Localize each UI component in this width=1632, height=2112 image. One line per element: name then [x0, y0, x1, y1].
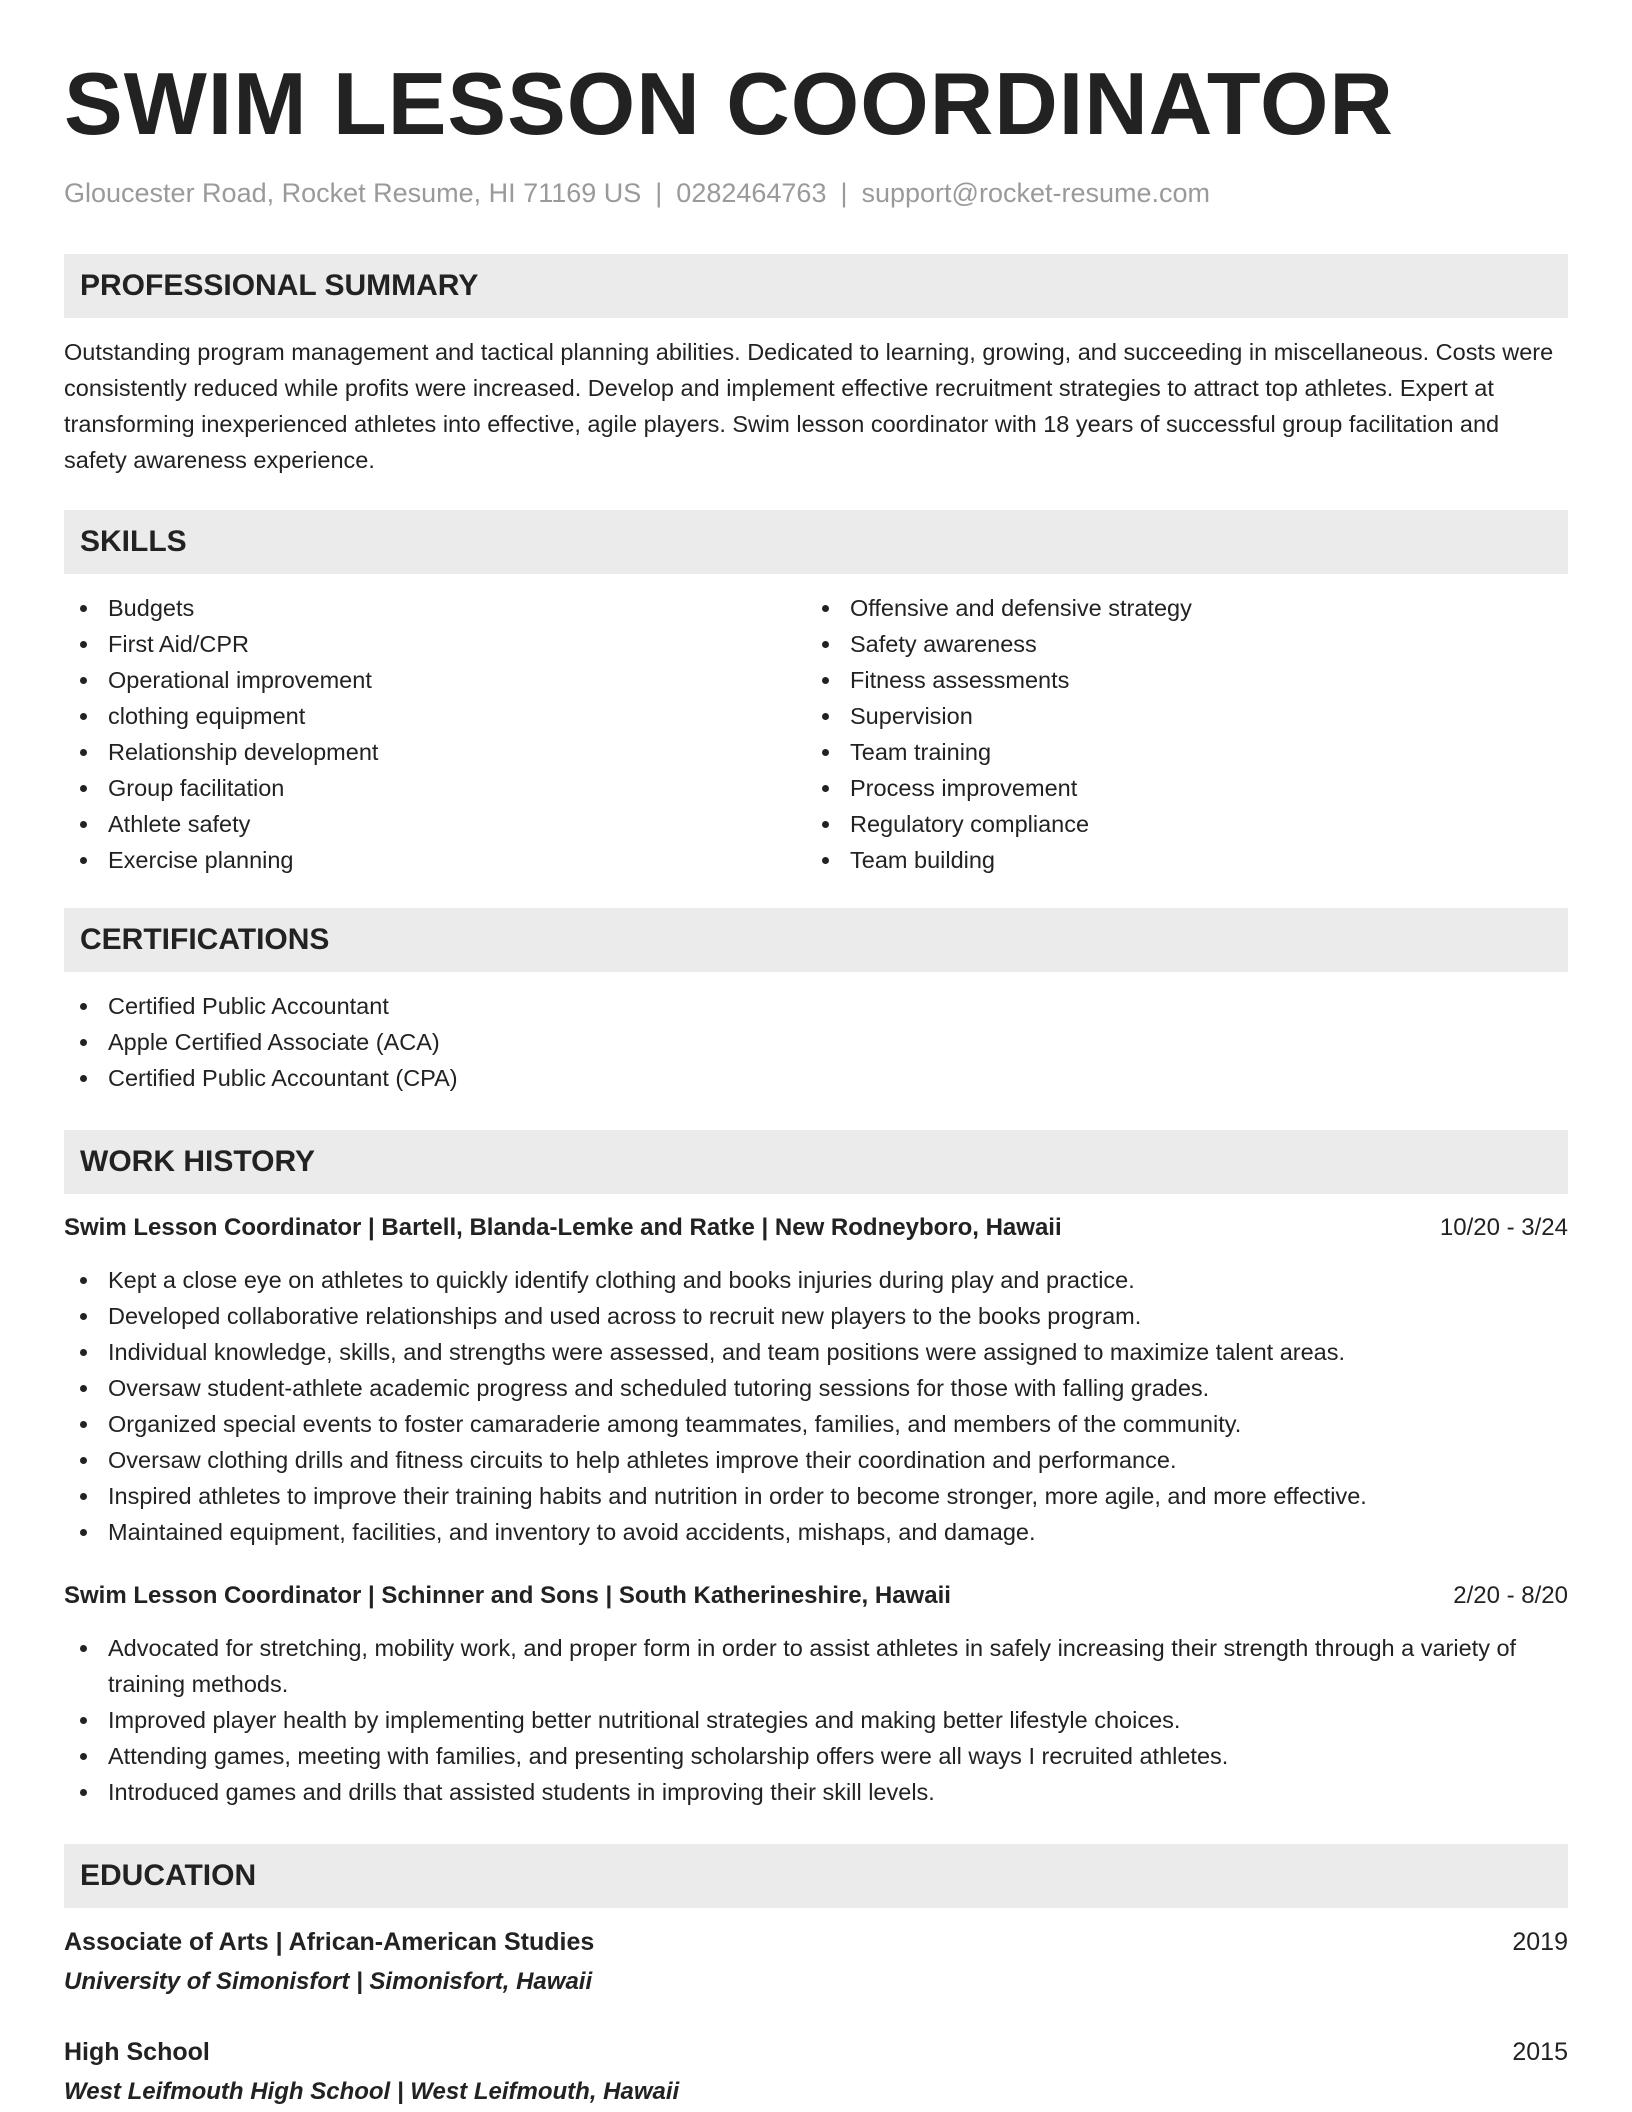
education-school: West Leifmouth High School | West Leifmouth, Hawaii — [64, 2078, 680, 2105]
skill-item: Team building — [806, 842, 1548, 878]
skills-list — [64, 590, 1568, 878]
contact-separator: | — [655, 178, 663, 208]
job-heading-row — [64, 1210, 1568, 1246]
skill-item: Group facilitation — [64, 770, 806, 806]
skill-item: Budgets — [64, 590, 806, 626]
certifications-section-header: CERTIFICATIONS — [64, 908, 1568, 972]
education-school: University of Simonisfort | Simonisfort, Hawaii — [64, 1968, 593, 1995]
education-heading-row — [64, 1924, 1568, 1960]
job-bullet: Oversaw student-athlete academic progress and scheduled tutoring sessions for those with falling grades. — [64, 1370, 1568, 1406]
skills-section-header: SKILLS — [64, 510, 1568, 574]
job-title: Swim Lesson Coordinator | Bartell, Blanda-Lemke and Ratke | New Rodneyboro, Hawaii — [64, 1214, 1062, 1241]
job-bullet: Kept a close eye on athletes to quickly identify clothing and books injuries during play and practice. — [64, 1262, 1568, 1298]
skill-item: Regulatory compliance — [806, 806, 1548, 842]
job-dates: 2/20 - 8/20 — [1453, 1582, 1568, 1609]
job-bullet: Individual knowledge, skills, and strengths were assessed, and team positions were assigned to maximize talent areas. — [64, 1334, 1568, 1370]
job-entry — [64, 1578, 1568, 1810]
skill-item: Safety awareness — [806, 626, 1548, 662]
job-bullet: Introduced games and drills that assisted students in improving their skill levels. — [64, 1774, 1568, 1810]
contact-email: support@rocket-resume.com — [861, 178, 1211, 208]
job-bullet: Inspired athletes to improve their training habits and nutrition in order to become stronger, more agile, and more effective. — [64, 1478, 1568, 1514]
skill-item: Team training — [806, 734, 1548, 770]
skill-item: clothing equipment — [64, 698, 806, 734]
certification-item: Apple Certified Associate (ACA) — [64, 1024, 1568, 1060]
contact-phone: 0282464763 — [676, 178, 827, 208]
job-title: Swim Lesson Coordinator | Schinner and Sons | South Katherineshire, Hawaii — [64, 1582, 951, 1609]
skill-item: Operational improvement — [64, 662, 806, 698]
job-bullets — [64, 1630, 1568, 1810]
job-dates: 10/20 - 3/24 — [1439, 1214, 1568, 1241]
job-bullet: Maintained equipment, facilities, and inventory to avoid accidents, mishaps, and damage. — [64, 1514, 1568, 1550]
job-bullet: Improved player health by implementing better nutritional strategies and making better lifestyle choices. — [64, 1702, 1568, 1738]
job-bullet: Developed collaborative relationships and used across to recruit new players to the books program. — [64, 1298, 1568, 1334]
certification-item: Certified Public Accountant (CPA) — [64, 1060, 1568, 1096]
education-year: 2015 — [1512, 2038, 1568, 2066]
education-heading-row — [64, 2034, 1568, 2070]
summary-section-header: PROFESSIONAL SUMMARY — [64, 254, 1568, 318]
job-bullet: Oversaw clothing drills and fitness circuits to help athletes improve their coordination and performance. — [64, 1442, 1568, 1478]
contact-line — [64, 176, 1568, 210]
skill-item: Supervision — [806, 698, 1548, 734]
skill-item: Athlete safety — [64, 806, 806, 842]
candidate-name: SWIM LESSON COORDINATOR — [64, 54, 1394, 153]
skills-column-left — [64, 590, 806, 878]
skill-item: Exercise planning — [64, 842, 806, 878]
job-bullet: Advocated for stretching, mobility work, and proper form in order to assist athletes in safely increasing their strength through a variety of training methods. — [64, 1630, 1568, 1702]
certifications-list — [64, 988, 1568, 1096]
job-bullet: Attending games, meeting with families, and presenting scholarship offers were all ways I recruited athletes. — [64, 1738, 1568, 1774]
summary-text: Outstanding program management and tactical planning abilities. Dedicated to learning, growing, and succeeding in miscellaneous. Costs were consistently reduced while profits were increased. Develop and implement effective recruitment strategies to attract top athletes. Expert at transforming inexperienced athletes into effective, agile players. Swim lesson coordinator with 18 years of successful group facilitation and safety awareness experience. — [64, 339, 1554, 473]
job-heading-row — [64, 1578, 1568, 1614]
education-entry — [64, 1924, 1568, 2000]
skill-item: First Aid/CPR — [64, 626, 806, 662]
skill-item: Relationship development — [64, 734, 806, 770]
skill-item: Process improvement — [806, 770, 1548, 806]
education-year: 2019 — [1512, 1928, 1568, 1956]
contact-address: Gloucester Road, Rocket Resume, HI 71169 US — [64, 178, 642, 208]
job-entry — [64, 1210, 1568, 1550]
education-entry — [64, 2034, 1568, 2110]
job-bullet: Organized special events to foster camaraderie among teammates, families, and members of the community. — [64, 1406, 1568, 1442]
job-bullets — [64, 1262, 1568, 1550]
education-degree: Associate of Arts | African-American Studies — [64, 1928, 595, 1956]
education-degree: High School — [64, 2038, 210, 2066]
education-section-header: EDUCATION — [64, 1844, 1568, 1908]
skill-item: Fitness assessments — [806, 662, 1548, 698]
contact-separator: | — [840, 178, 848, 208]
skills-column-right — [806, 590, 1548, 878]
work-history-section-header: WORK HISTORY — [64, 1130, 1568, 1194]
certification-item: Certified Public Accountant — [64, 988, 1568, 1024]
skill-item: Offensive and defensive strategy — [806, 590, 1548, 626]
resume-page — [64, 54, 1568, 2110]
